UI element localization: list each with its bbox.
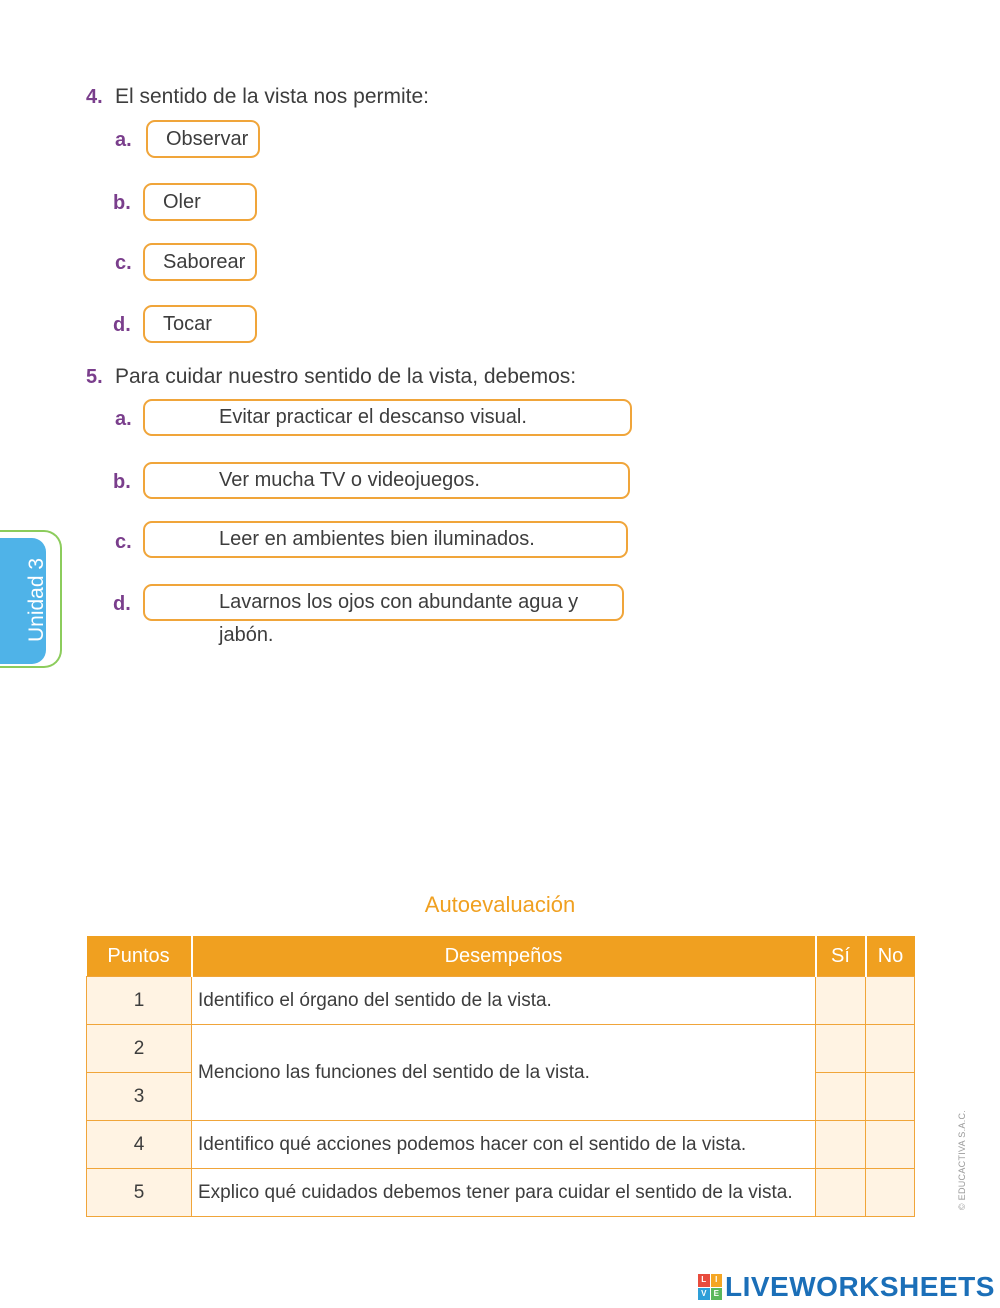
header-no: No [866, 936, 915, 977]
liveworksheets-logo-icon [698, 1274, 722, 1300]
row-2-no-checkbox[interactable] [866, 1025, 915, 1073]
q5-option-a[interactable] [143, 399, 632, 436]
q5-option-d-letter: d. [113, 593, 131, 615]
row-3-yes-checkbox[interactable] [816, 1073, 866, 1121]
row-2-yes-checkbox[interactable] [816, 1025, 866, 1073]
q5-option-c-letter: c. [115, 531, 132, 553]
row-4-yes-checkbox[interactable] [816, 1121, 866, 1169]
q4-option-a[interactable] [146, 120, 260, 158]
question-5-number: 5. [86, 366, 103, 388]
header-performance: Desempeños [192, 936, 816, 977]
row-4-description: Identifico qué acciones podemos hacer con el sentido de la vista. [192, 1121, 816, 1169]
question-4-prompt: El sentido de la vista nos permite: [115, 85, 429, 108]
row-4-no-checkbox[interactable] [866, 1121, 915, 1169]
q4-option-d-text: Tocar [163, 313, 212, 335]
q4-option-a-letter: a. [115, 129, 132, 151]
row-2-points: 2 [87, 1025, 192, 1073]
row-3-points: 3 [87, 1073, 192, 1121]
q4-option-d-letter: d. [113, 314, 131, 336]
q4-option-a-text: Observar [166, 128, 249, 150]
q5-option-a-text: Evitar practicar el descanso visual. [219, 406, 527, 428]
q4-option-d[interactable] [143, 305, 257, 343]
q5-option-c[interactable] [143, 521, 628, 558]
question-4-number: 4. [86, 86, 103, 108]
header-points: Puntos [87, 936, 192, 977]
q5-option-b[interactable] [143, 462, 630, 499]
row-5-points: 5 [87, 1169, 192, 1217]
unit-side-tab-label: Unidad 3 [25, 557, 48, 643]
q5-option-c-text: Leer en ambientes bien iluminados. [219, 528, 535, 550]
q4-option-b-letter: b. [113, 192, 131, 214]
row-1-yes-checkbox[interactable] [816, 977, 866, 1025]
question-5-prompt: Para cuidar nuestro sentido de la vista, debemos: [115, 365, 577, 388]
header-yes: Sí [816, 936, 866, 977]
table-row [87, 1121, 915, 1169]
q4-option-b-text: Oler [163, 191, 201, 213]
row-5-yes-checkbox[interactable] [816, 1169, 866, 1217]
q5-option-a-letter: a. [115, 408, 132, 430]
row-1-points: 1 [87, 977, 192, 1025]
table-row [87, 977, 915, 1025]
logo-icon-letter-l: L [698, 1274, 710, 1287]
copyright-text: © EDUCACTIVA S.A.C. [957, 1109, 967, 1211]
row-5-description: Explico qué cuidados debemos tener para cuidar el sentido de la vista. [192, 1169, 816, 1217]
q4-option-c[interactable] [143, 243, 257, 281]
row-5-no-checkbox[interactable] [866, 1169, 915, 1217]
q4-option-c-text: Saborear [163, 251, 246, 273]
autoevaluacion-table [86, 936, 915, 1217]
q5-option-d[interactable] [143, 584, 624, 646]
row-1-no-checkbox[interactable] [866, 977, 915, 1025]
logo-icon-letter-e: E [711, 1288, 723, 1301]
table-header-row [87, 936, 915, 977]
q4-option-b[interactable] [143, 183, 257, 221]
table-row [87, 1025, 915, 1073]
row-2-3-description: Menciono las funciones del sentido de la vista. [192, 1025, 816, 1121]
q4-option-c-letter: c. [115, 252, 132, 274]
q5-option-b-letter: b. [113, 471, 131, 493]
row-4-points: 4 [87, 1121, 192, 1169]
logo-icon-letter-i: I [711, 1274, 723, 1287]
q5-option-d-text: Lavarnos los ojos con abundante agua y jabón. [219, 591, 579, 646]
table-row [87, 1169, 915, 1217]
logo-icon-letter-v: V [698, 1288, 710, 1301]
q5-option-b-text: Ver mucha TV o videojuegos. [219, 469, 480, 491]
liveworksheets-logo [698, 1270, 995, 1304]
autoevaluacion-title: Autoevaluación [424, 892, 576, 917]
row-1-description: Identifico el órgano del sentido de la vista. [192, 977, 816, 1025]
row-3-no-checkbox[interactable] [866, 1073, 915, 1121]
liveworksheets-logo-text: LIVEWORKSHEETS [725, 1271, 995, 1302]
